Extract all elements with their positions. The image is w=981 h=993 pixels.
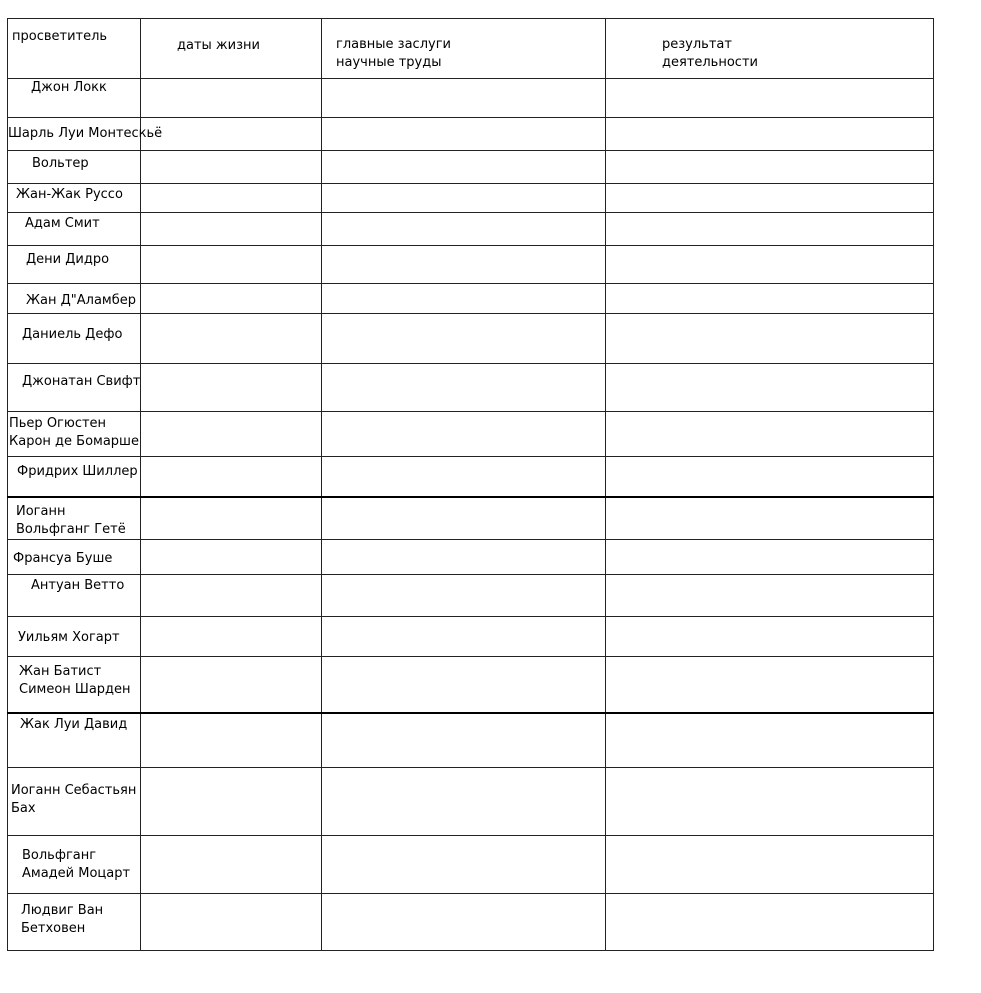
dates-cell[interactable]	[141, 151, 322, 184]
result-cell[interactable]	[606, 314, 934, 364]
table-row	[8, 540, 934, 575]
dates-cell[interactable]	[141, 768, 322, 836]
name-cell: Иоганн Себастьян Бах	[8, 768, 141, 836]
header-result-line1: результат	[662, 37, 732, 52]
table-row	[8, 412, 934, 457]
result-cell[interactable]	[606, 575, 934, 617]
name-cell: Джонатан Свифт	[8, 364, 141, 412]
header-row	[8, 19, 934, 79]
dates-cell[interactable]	[141, 79, 322, 118]
table	[7, 18, 934, 951]
table-row	[8, 314, 934, 364]
name-cell: Иоганн Вольфганг Гетё	[8, 497, 141, 540]
result-cell[interactable]	[606, 457, 934, 497]
dates-cell[interactable]	[141, 118, 322, 151]
name-cell: Фридрих Шиллер	[8, 457, 141, 497]
header-merits-line2: научные труды	[336, 55, 442, 70]
merits-cell[interactable]	[322, 617, 606, 657]
merits-cell[interactable]	[322, 284, 606, 314]
name-cell: Жан Д"Аламбер	[8, 284, 141, 314]
table-row	[8, 713, 934, 768]
name-cell: Уильям Хогарт	[8, 617, 141, 657]
merits-cell[interactable]	[322, 836, 606, 894]
header-enlightener: просветитель	[8, 19, 141, 79]
result-cell[interactable]	[606, 657, 934, 713]
dates-cell[interactable]	[141, 836, 322, 894]
merits-cell[interactable]	[322, 894, 606, 951]
table-row	[8, 118, 934, 151]
table-row	[8, 894, 934, 951]
result-cell[interactable]	[606, 768, 934, 836]
dates-cell[interactable]	[141, 713, 322, 768]
merits-cell[interactable]	[322, 314, 606, 364]
merits-cell[interactable]	[322, 768, 606, 836]
result-cell[interactable]	[606, 213, 934, 246]
result-cell[interactable]	[606, 894, 934, 951]
table-row	[8, 246, 934, 284]
name-cell: Пьер Огюстен Карон де Бомарше	[8, 412, 141, 457]
dates-cell[interactable]	[141, 617, 322, 657]
table-row	[8, 617, 934, 657]
merits-cell[interactable]	[322, 79, 606, 118]
name-cell: Жан-Жак Руссо	[8, 184, 141, 213]
header-life-dates: даты жизни	[141, 19, 322, 79]
merits-cell[interactable]	[322, 118, 606, 151]
dates-cell[interactable]	[141, 184, 322, 213]
merits-cell[interactable]	[322, 184, 606, 213]
dates-cell[interactable]	[141, 657, 322, 713]
table-row	[8, 79, 934, 118]
merits-cell[interactable]	[322, 457, 606, 497]
result-cell[interactable]	[606, 412, 934, 457]
name-cell: Франсуа Буше	[8, 540, 141, 575]
enlighteners-table	[7, 18, 933, 954]
table-row	[8, 657, 934, 713]
name-cell: Шарль Луи Монтескьё	[8, 118, 141, 151]
merits-cell[interactable]	[322, 364, 606, 412]
dates-cell[interactable]	[141, 412, 322, 457]
table-row	[8, 213, 934, 246]
result-cell[interactable]	[606, 617, 934, 657]
result-cell[interactable]	[606, 540, 934, 575]
header-result	[606, 19, 934, 79]
dates-cell[interactable]	[141, 284, 322, 314]
table-row	[8, 184, 934, 213]
merits-cell[interactable]	[322, 657, 606, 713]
name-cell: Людвиг Ван Бетховен	[8, 894, 141, 951]
table-row	[8, 768, 934, 836]
header-result-line2: деятельности	[662, 55, 758, 70]
merits-cell[interactable]	[322, 213, 606, 246]
merits-cell[interactable]	[322, 497, 606, 540]
name-cell: Жак Луи Давид	[8, 713, 141, 768]
name-cell: Вольтер	[8, 151, 141, 184]
name-cell: Дени Дидро	[8, 246, 141, 284]
merits-cell[interactable]	[322, 151, 606, 184]
result-cell[interactable]	[606, 184, 934, 213]
result-cell[interactable]	[606, 836, 934, 894]
header-merits-works	[322, 19, 606, 79]
table-row	[8, 457, 934, 497]
name-cell: Вольфганг Амадей Моцарт	[8, 836, 141, 894]
dates-cell[interactable]	[141, 213, 322, 246]
result-cell[interactable]	[606, 79, 934, 118]
result-cell[interactable]	[606, 284, 934, 314]
dates-cell[interactable]	[141, 364, 322, 412]
dates-cell[interactable]	[141, 314, 322, 364]
name-cell: Джон Локк	[8, 79, 141, 118]
dates-cell[interactable]	[141, 540, 322, 575]
dates-cell[interactable]	[141, 894, 322, 951]
result-cell[interactable]	[606, 151, 934, 184]
result-cell[interactable]	[606, 246, 934, 284]
merits-cell[interactable]	[322, 540, 606, 575]
result-cell[interactable]	[606, 713, 934, 768]
name-cell: Даниель Дефо	[8, 314, 141, 364]
table-row	[8, 151, 934, 184]
dates-cell[interactable]	[141, 575, 322, 617]
result-cell[interactable]	[606, 364, 934, 412]
merits-cell[interactable]	[322, 713, 606, 768]
header-merits-line1: главные заслуги	[336, 37, 451, 52]
name-cell: Антуан Ветто	[8, 575, 141, 617]
result-cell[interactable]	[606, 118, 934, 151]
table-row	[8, 575, 934, 617]
table-row	[8, 284, 934, 314]
table-row	[8, 497, 934, 540]
dates-cell[interactable]	[141, 457, 322, 497]
dates-cell[interactable]	[141, 497, 322, 540]
table-row	[8, 364, 934, 412]
merits-cell[interactable]	[322, 412, 606, 457]
name-cell: Адам Смит	[8, 213, 141, 246]
merits-cell[interactable]	[322, 575, 606, 617]
merits-cell[interactable]	[322, 246, 606, 284]
dates-cell[interactable]	[141, 246, 322, 284]
result-cell[interactable]	[606, 497, 934, 540]
table-row	[8, 836, 934, 894]
name-cell: Жан Батист Симеон Шарден	[8, 657, 141, 713]
